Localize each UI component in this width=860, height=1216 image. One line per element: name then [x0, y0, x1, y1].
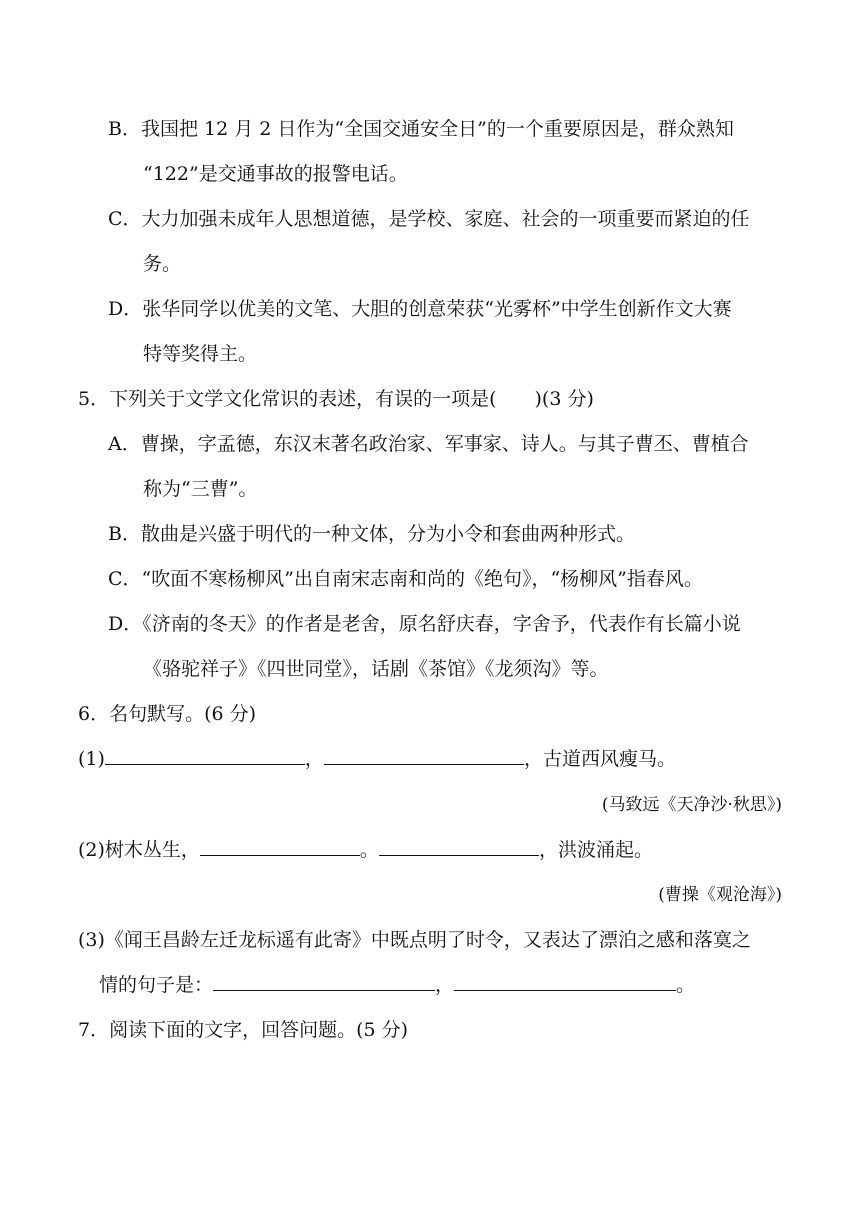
q6-item3-prefix: 情的句子是：: [99, 974, 214, 996]
q6-item2: [78, 837, 653, 863]
answer-blank[interactable]: [213, 972, 435, 991]
answer-blank[interactable]: [324, 746, 524, 765]
q4-option-b-line2: “122”是交通事故的报警电话。: [143, 163, 408, 185]
q4-option-b-line1: B．我国把 12 月 2 日作为“全国交通安全日”的一个重要原因是，群众熟知: [108, 118, 734, 140]
answer-blank[interactable]: [105, 746, 305, 765]
q6-item3-sep: ，: [435, 974, 455, 996]
q4-option-d-line2: 特等奖得主。: [143, 343, 258, 365]
q4-option-c-line1: C．大力加强未成年人思想道德，是学校、家庭、社会的一项重要而紧迫的任: [108, 208, 750, 230]
q4-option-d-line1: D．张华同学以优美的文笔、大胆的创意荣获“光雾杯”中学生创新作文大赛: [108, 298, 732, 320]
q5-option-b: B．散曲是兴盛于明代的一种文体，分为小令和套曲两种形式。: [108, 523, 635, 545]
q5-option-a-line2: 称为“三曹”。: [143, 478, 258, 500]
q6-item1-sep: ，: [304, 748, 324, 770]
q6-item2-suffix: ，洪波涌起。: [538, 839, 653, 861]
q5-option-c: C．“吹面不寒杨柳风”出自南宋志南和尚的《绝句》，“杨柳风”指春风。: [108, 568, 703, 590]
q6-item2-prefix: (2)树木丛生，: [78, 839, 200, 861]
q6-item3-line1: (3)《闻王昌龄左迁龙标遥有此寄》中既点明了时令，又表达了漂泊之感和落寞之: [78, 929, 751, 951]
answer-blank[interactable]: [200, 837, 360, 856]
q5-option-d-line2: 《骆驼祥子》《四世同堂》，话剧《茶馆》《龙须沟》等。: [143, 658, 609, 680]
q6-stem: 6．名句默写。(6 分): [78, 703, 257, 725]
q5-option-d-line1: D．《济南的冬天》的作者是老舍，原名舒庆春，字舍予，代表作有长篇小说: [108, 613, 741, 635]
q6-item2-source: (曹操《观沧海》): [658, 885, 782, 905]
q5-stem: 5．下列关于文学文化常识的表述，有误的一项是( )(3 分): [78, 388, 594, 410]
q5-option-a-line1: A．曹操，字孟德，东汉末著名政治家、军事家、诗人。与其子曹丕、曹植合: [108, 433, 749, 455]
q6-item3-line2: [99, 972, 695, 998]
q6-item1-suffix: ，古道西风瘦马。: [523, 748, 676, 770]
answer-blank[interactable]: [379, 837, 539, 856]
answer-blank[interactable]: [454, 972, 676, 991]
q6-item2-sep: 。: [359, 839, 379, 861]
q7-stem: 7．阅读下面的文字，回答问题。(5 分): [78, 1019, 409, 1041]
q6-item1-source: (马致远《天净沙·秋思》): [601, 795, 782, 815]
q6-item3-suffix: 。: [676, 974, 696, 996]
q6-item1: [78, 746, 676, 772]
q4-option-c-line2: 务。: [143, 253, 182, 275]
q6-item1-prefix: (1): [78, 748, 105, 770]
